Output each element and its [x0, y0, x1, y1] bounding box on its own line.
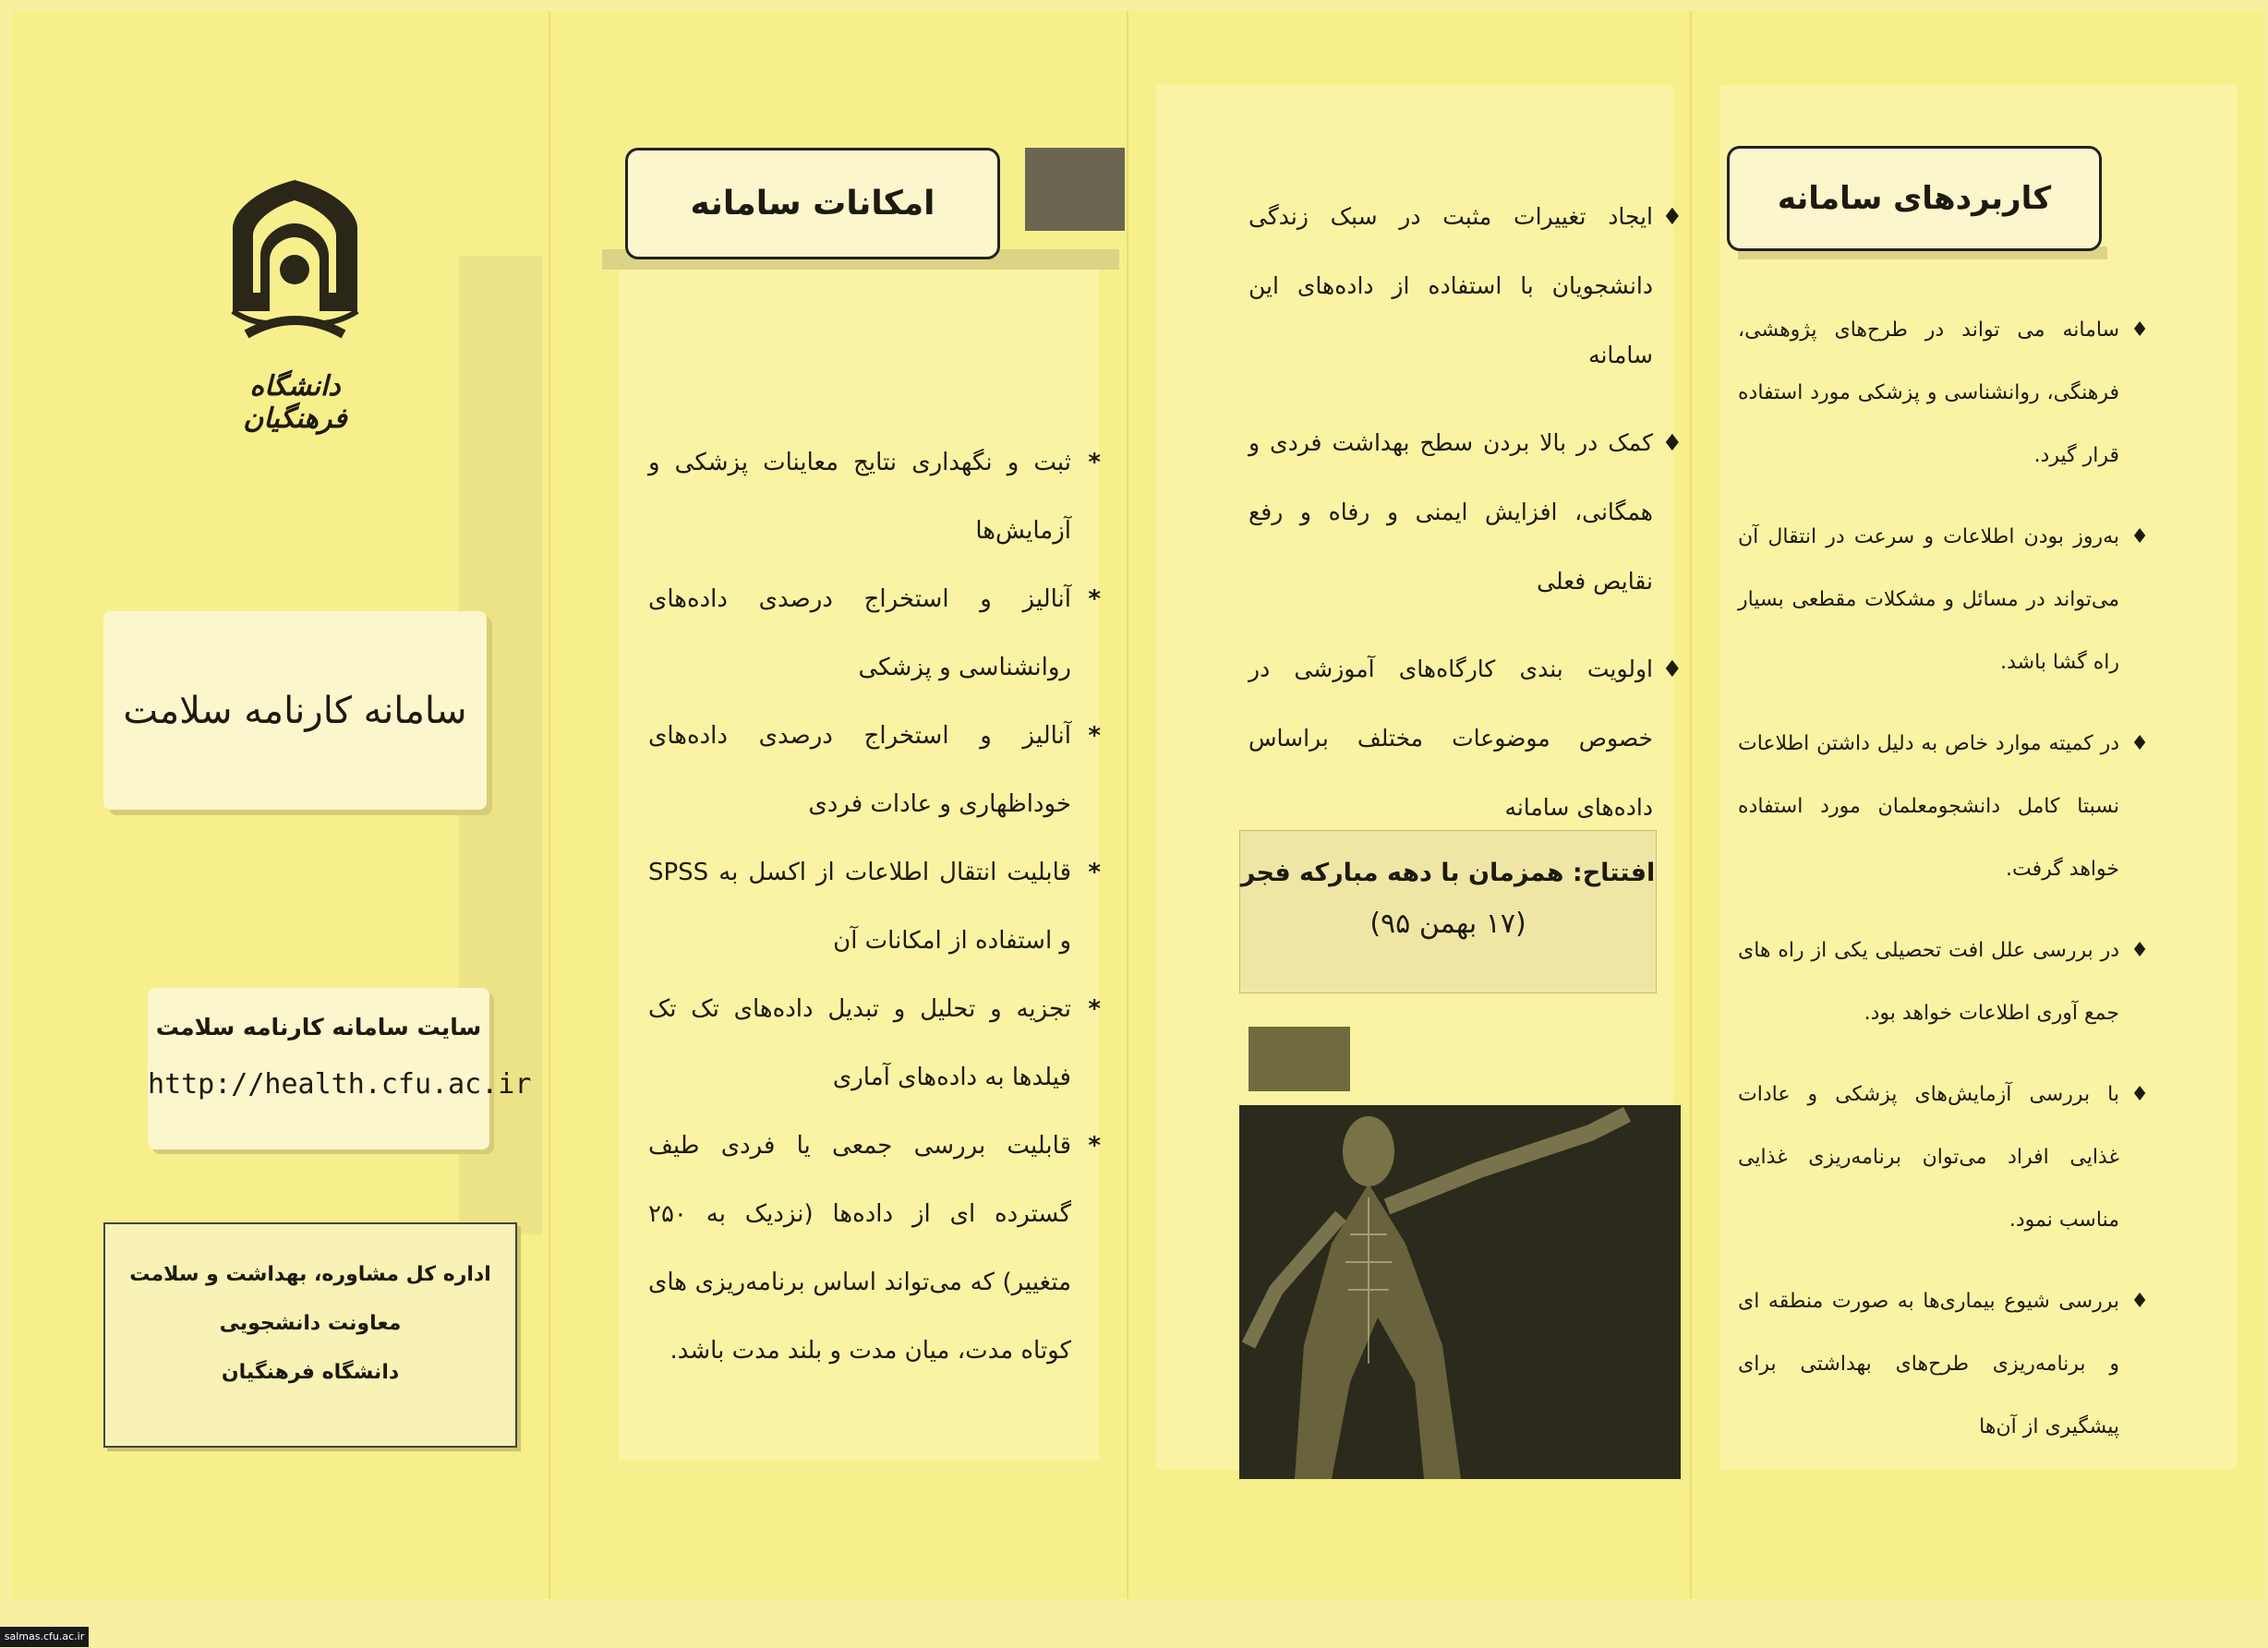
list-item: * تجزیه و تحلیل و تبدیل داده‌های تک تک فیلدها به داده‌های آماری	[648, 995, 1101, 1091]
opening-box	[1239, 830, 1657, 993]
system-title-box	[103, 611, 487, 810]
list-item: ♦ بررسی شیوع بیماری‌ها به صورت منطقه ای و برنامه‌ریزی طرح‌های بهداشتی برای پیشگیری از آن‌ها	[1738, 1290, 2149, 1438]
website-screenshot	[1239, 1017, 1683, 1479]
site-logo-thumb	[1249, 1027, 1350, 1091]
office-line: معاونت دانشجویی	[219, 1312, 402, 1335]
university-name: دانشگاه فرهنگیان	[243, 370, 347, 435]
list-item: ♦ در بررسی علل افت تحصیلی یکی از راه های جمع آوری اطلاعات خواهد بود.	[1738, 939, 2149, 1025]
opening-date: (۱۷ بهمن ۹۵)	[1369, 908, 1526, 940]
system-title: سامانه کارنامه سلامت	[123, 689, 467, 732]
list-item: ♦ به‌روز بودن اطلاعات و سرعت در انتقال آن می‌تواند در مسائل و مشکلات مقطعی بسیار راه گشا باشد.	[1738, 525, 2149, 674]
features-heading: امکانات سامانه	[625, 148, 1000, 259]
brochure-sheet	[11, 11, 2264, 1599]
list-item: * قابلیت بررسی جمعی یا فردی طیف گسترده ای از داده‌ها (نزدیک به ۲۵۰ متغییر) که می‌تواند اساس برنامه‌ریزی های کوتاه مدت، میان مدت و بلند مدت باشد.	[648, 1132, 1101, 1365]
fold-line	[549, 11, 550, 1599]
office-line: دانشگاه فرهنگیان	[221, 1361, 400, 1384]
features-list	[648, 428, 1101, 1385]
list-item: * قابلیت انتقال اطلاعات از اکسل به SPSS و استفاده از امکانات آن	[648, 859, 1101, 955]
list-item: * آنالیز و استخراج درصدی داده‌های خوداظهاری و عادات فردی	[648, 722, 1101, 818]
fold-line	[1127, 11, 1128, 1599]
university-logo	[196, 173, 394, 435]
uses-list	[1738, 299, 2149, 1459]
opening-line: افتتاح: همزمان با دهه مبارکه فجر	[1240, 859, 1656, 887]
site-label: سایت سامانه کارنامه سلامت	[155, 1014, 482, 1041]
office-line: اداره کل مشاوره، بهداشت و سلامت	[129, 1263, 491, 1286]
university-logo-icon	[196, 173, 394, 357]
list-item: ♦ اولویت بندی کارگاه‌های آموزشی در خصوص موضوعات مختلف براساس داده‌های سامانه	[1249, 656, 1683, 821]
footer-badge[interactable]: salmas.cfu.ac.ir	[0, 1627, 89, 1647]
list-item: ♦ با بررسی آزمایش‌های پزشکی و عادات غذایی افراد می‌توان برنامه‌ریزی غذایی مناسب نمود.	[1738, 1083, 2149, 1232]
anatomy-photo	[1239, 1105, 1681, 1479]
list-item: ♦ کمک در بالا بردن سطح بهداشت فردی و همگانی، افزایش ایمنی و رفاه و رفع نقایص فعلی	[1249, 429, 1683, 595]
uses-heading: کاربردهای سامانه	[1727, 146, 2102, 251]
list-item: * آنالیز و استخراج درصدی داده‌های روانشناسی و پزشکی	[648, 585, 1101, 681]
fold-line	[1690, 11, 1692, 1599]
list-item: ♦ در کمیته موارد خاص به دلیل داشتن اطلاعات نسبتا کامل دانشجومعلمان مورد استفاده خواهد گرفت.	[1738, 732, 2149, 881]
site-url-link[interactable]: http://health.cfu.ac.ir	[148, 1068, 532, 1101]
list-item: * ثبت و نگهداری نتایج معاینات پزشکی و آزمایش‌ها	[648, 449, 1101, 545]
list-item: ♦ ایجاد تغییرات مثبت در سبک زندگی دانشجویان با استفاده از داده‌های این سامانه	[1249, 203, 1683, 368]
benefits-list	[1249, 182, 1683, 842]
site-info-box	[148, 988, 532, 1149]
office-box	[103, 1222, 517, 1448]
list-item: ♦ سامانه می تواند در طرح‌های پژوهشی، فرهنگی، روانشناسی و پزشکی مورد استفاده قرار گیرد.	[1738, 319, 2149, 467]
